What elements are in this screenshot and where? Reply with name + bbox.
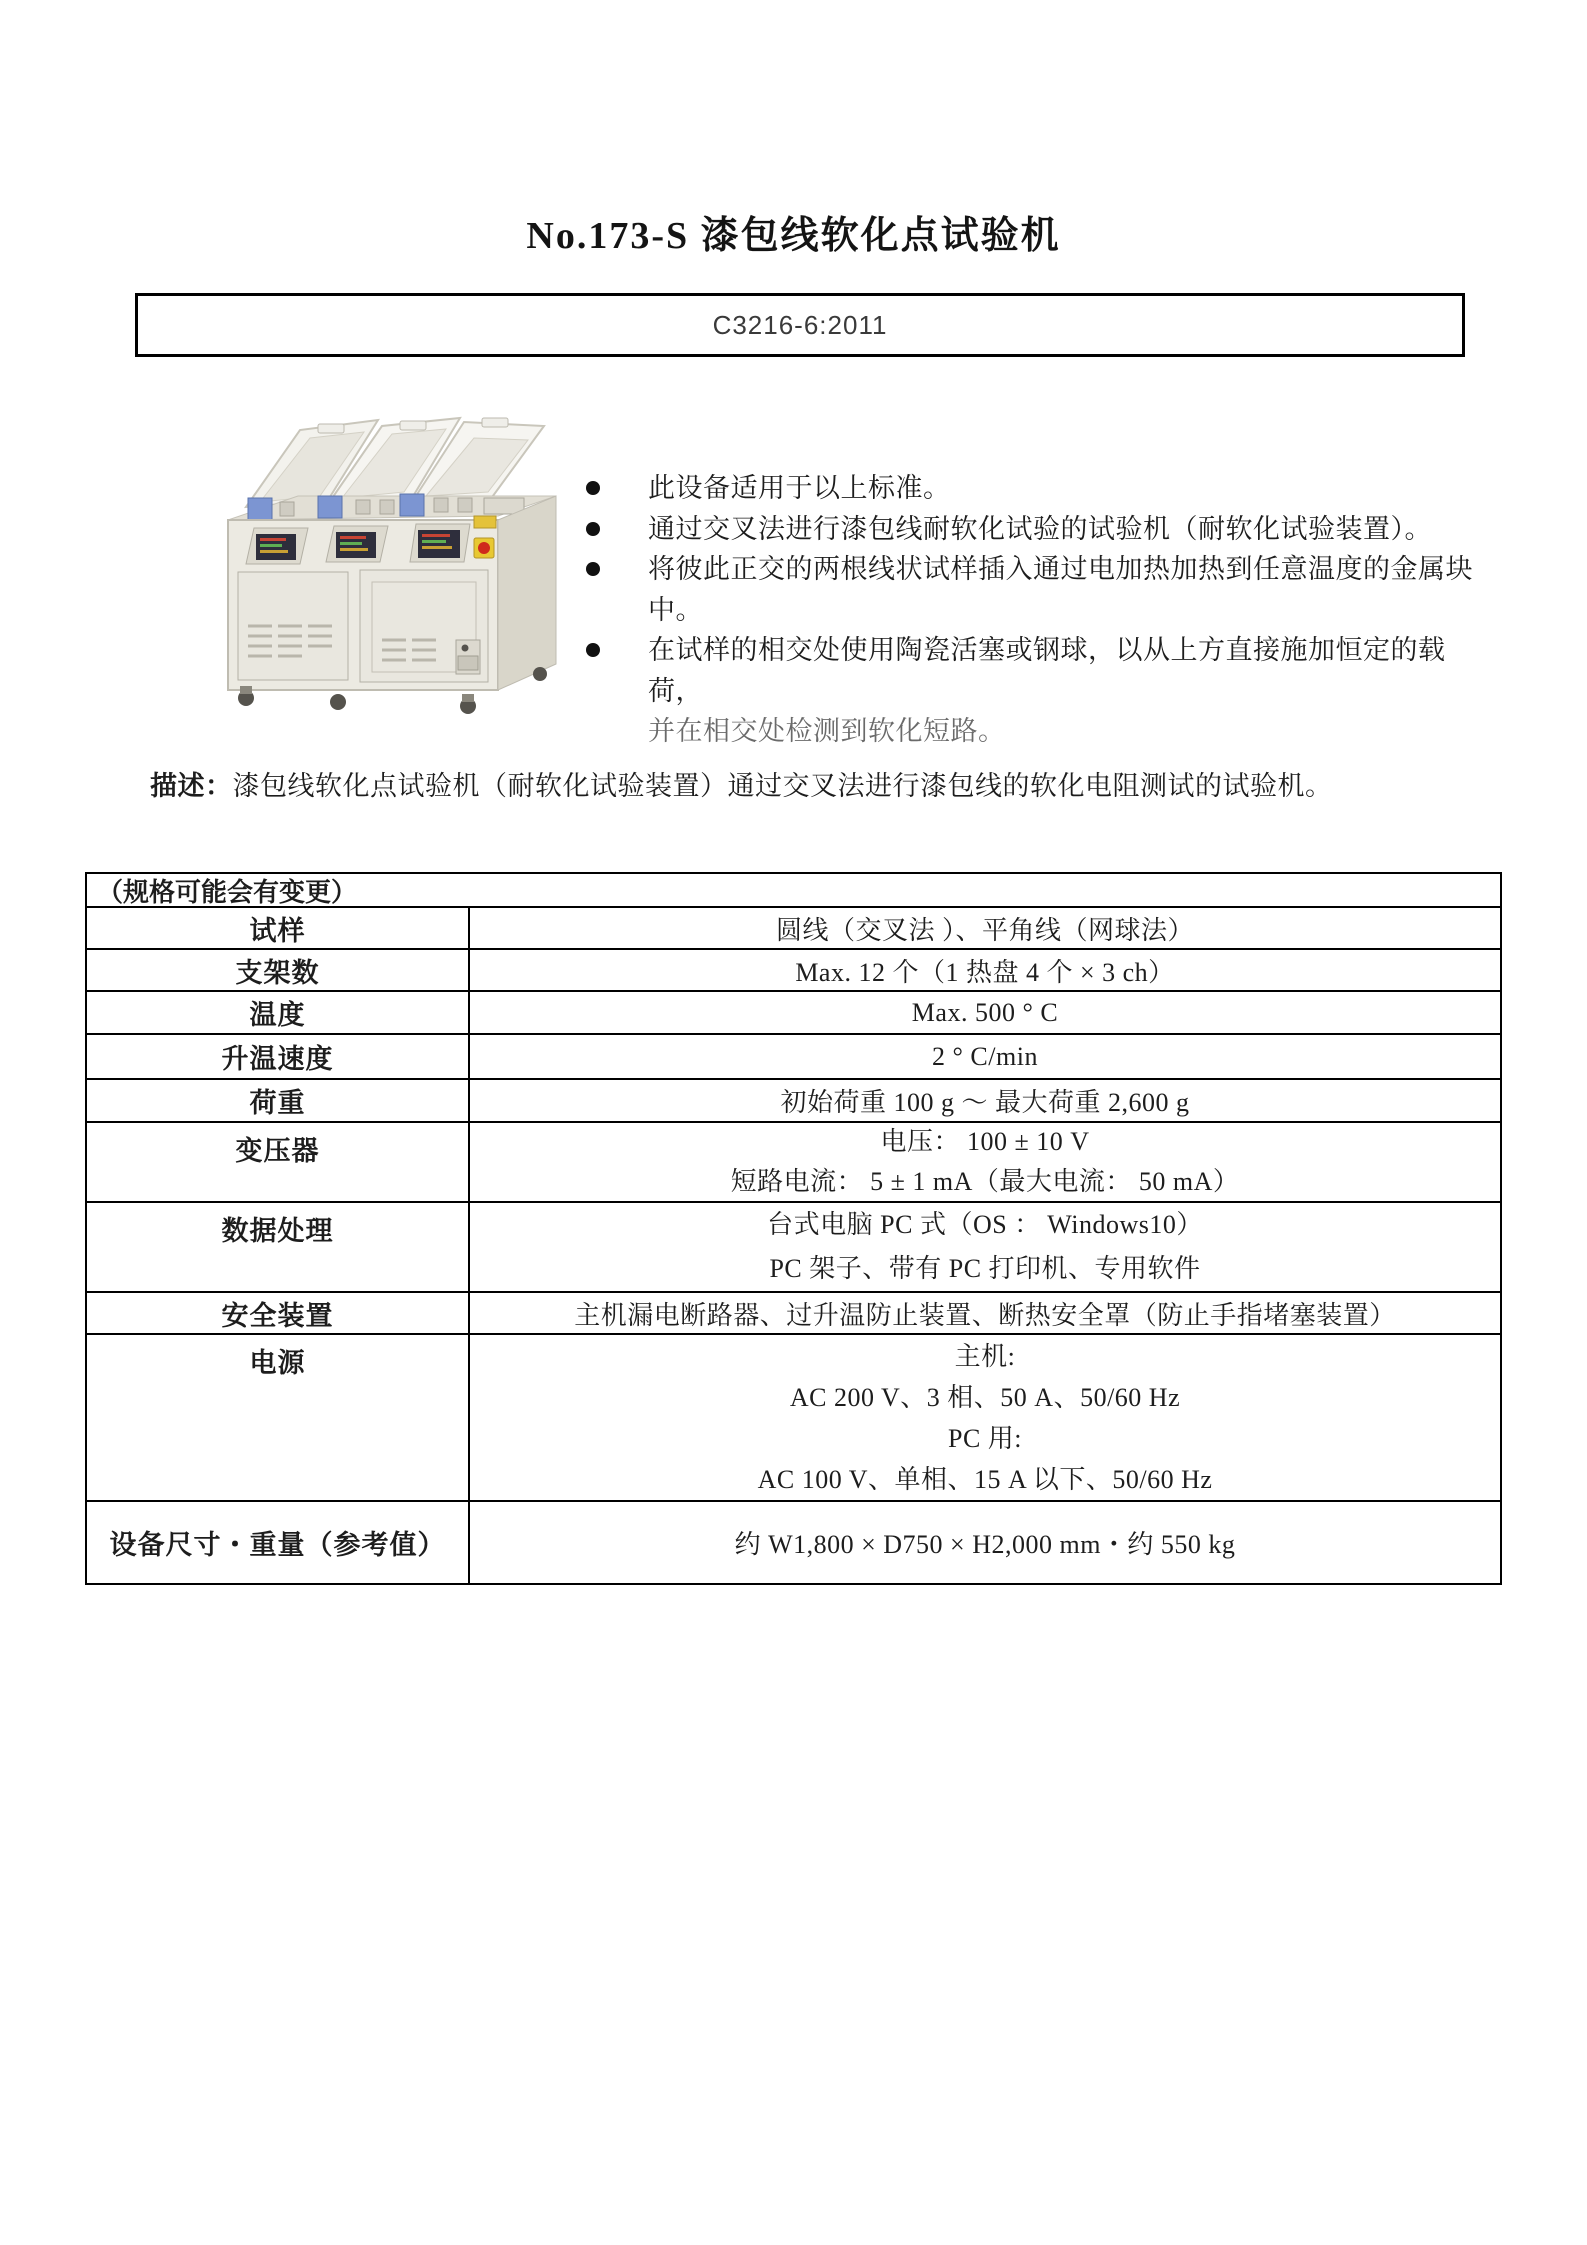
row-value: AC 200 V、3 相、50 A、50/60 Hz (789, 1382, 1181, 1412)
table-row (87, 1502, 1500, 1583)
row-value: 短路电流： 5 ± 1 mA（最大电流： 50 mA） (730, 1167, 1240, 1196)
bullet-text: 此设备适用于以上标准。 (648, 473, 951, 503)
warning-label (474, 516, 496, 528)
row-label: 试样 (87, 908, 470, 948)
list-item (586, 468, 1486, 509)
table-row (87, 992, 1500, 1035)
machine-side-panel (498, 496, 556, 690)
table-row (87, 1335, 1500, 1502)
row-value: 主机漏电断路器、过升温防止装置、断热安全罩（防止手指堵塞装置） (574, 1300, 1396, 1330)
bullet-icon (586, 481, 600, 495)
description-text: 漆包线软化点试验机（耐软化试验装置）通过交叉法进行漆包线的软化电阻测试的试验机。 (232, 771, 1333, 801)
emergency-stop-button (474, 538, 494, 558)
row-value: PC 架子、带有 PC 打印机、专用软件 (769, 1254, 1201, 1283)
table-note: （规格可能会有变更） (97, 877, 358, 907)
feature-bullet-list (586, 468, 1486, 752)
row-label: 荷重 (87, 1080, 470, 1121)
row-value: Max. 12 个（1 热盘 4 个 × 3 ch） (795, 957, 1175, 987)
row-label: 温度 (87, 992, 470, 1033)
bullet-text: 中。 (648, 594, 703, 625)
machine-doors (238, 570, 488, 682)
list-item (586, 509, 1486, 550)
table-row (87, 1080, 1500, 1123)
row-value: 主机: (954, 1341, 1016, 1371)
row-value: 初始荷重 100 g ～ 最大荷重 2,600 g (780, 1088, 1190, 1117)
row-value: AC 100 V、单相、15 A 以下、50/60 Hz (757, 1464, 1213, 1494)
machine-outlet-box (456, 640, 480, 674)
row-value: 电压： 100 ± 10 V (880, 1127, 1090, 1156)
machine-image (168, 412, 573, 722)
row-label: 设备尺寸・重量（参考值） (87, 1502, 470, 1583)
bullet-text: 并在相交处检测到软化短路。 (648, 716, 1006, 746)
table-row (87, 1293, 1500, 1335)
row-label: 安全装置 (87, 1293, 470, 1333)
bullet-text: 将彼此正交的两根线状试样插入通过电加热加热到任意温度的金属块 (648, 554, 1473, 584)
machine-photo (168, 412, 573, 722)
row-label: 电源 (87, 1335, 470, 1500)
table-row (87, 1123, 1500, 1203)
bullet-text: 在试样的相交处使用陶瓷活塞或钢球，以从上方直接施加恒定的载荷， (648, 635, 1446, 706)
table-note-row (87, 874, 1500, 908)
row-value: 2 ° C/min (932, 1041, 1038, 1071)
bullet-icon (586, 522, 600, 536)
table-row (87, 908, 1500, 950)
spec-table (85, 872, 1502, 1585)
machine-lids (246, 418, 544, 507)
row-value: 约 W1,800 × D750 × H2,000 mm・约 550 kg (734, 1530, 1236, 1559)
description-label: 描述： (150, 771, 233, 801)
row-value: 台式电脑 PC 式（OS ： Windows10） (767, 1210, 1203, 1239)
row-label: 升温速度 (87, 1035, 470, 1078)
bullet-text: 通过交叉法进行漆包线耐软化试验的试验机（耐软化试验装置）。 (648, 513, 1432, 544)
table-row (87, 950, 1500, 992)
bullet-icon (586, 643, 600, 657)
list-item (586, 630, 1486, 752)
table-row (87, 1203, 1500, 1293)
row-label: 支架数 (87, 950, 470, 990)
description-line (150, 764, 1490, 803)
table-row (87, 1035, 1500, 1080)
standard-box (135, 293, 1465, 357)
page-title: No.173-S 漆包线软化点试验机 (526, 215, 1061, 257)
machine-control-panels (246, 524, 470, 564)
list-item (586, 549, 1486, 630)
row-value: PC 用: (947, 1423, 1023, 1453)
bullet-icon (586, 562, 600, 576)
row-label: 数据处理 (87, 1203, 470, 1291)
row-label: 变压器 (87, 1123, 470, 1201)
row-value: 圆线（交叉法 ）、平角线（网球法） (775, 915, 1194, 945)
standard-code: C3216-6:2011 (712, 309, 888, 340)
row-value: Max. 500 ° C (911, 997, 1059, 1027)
